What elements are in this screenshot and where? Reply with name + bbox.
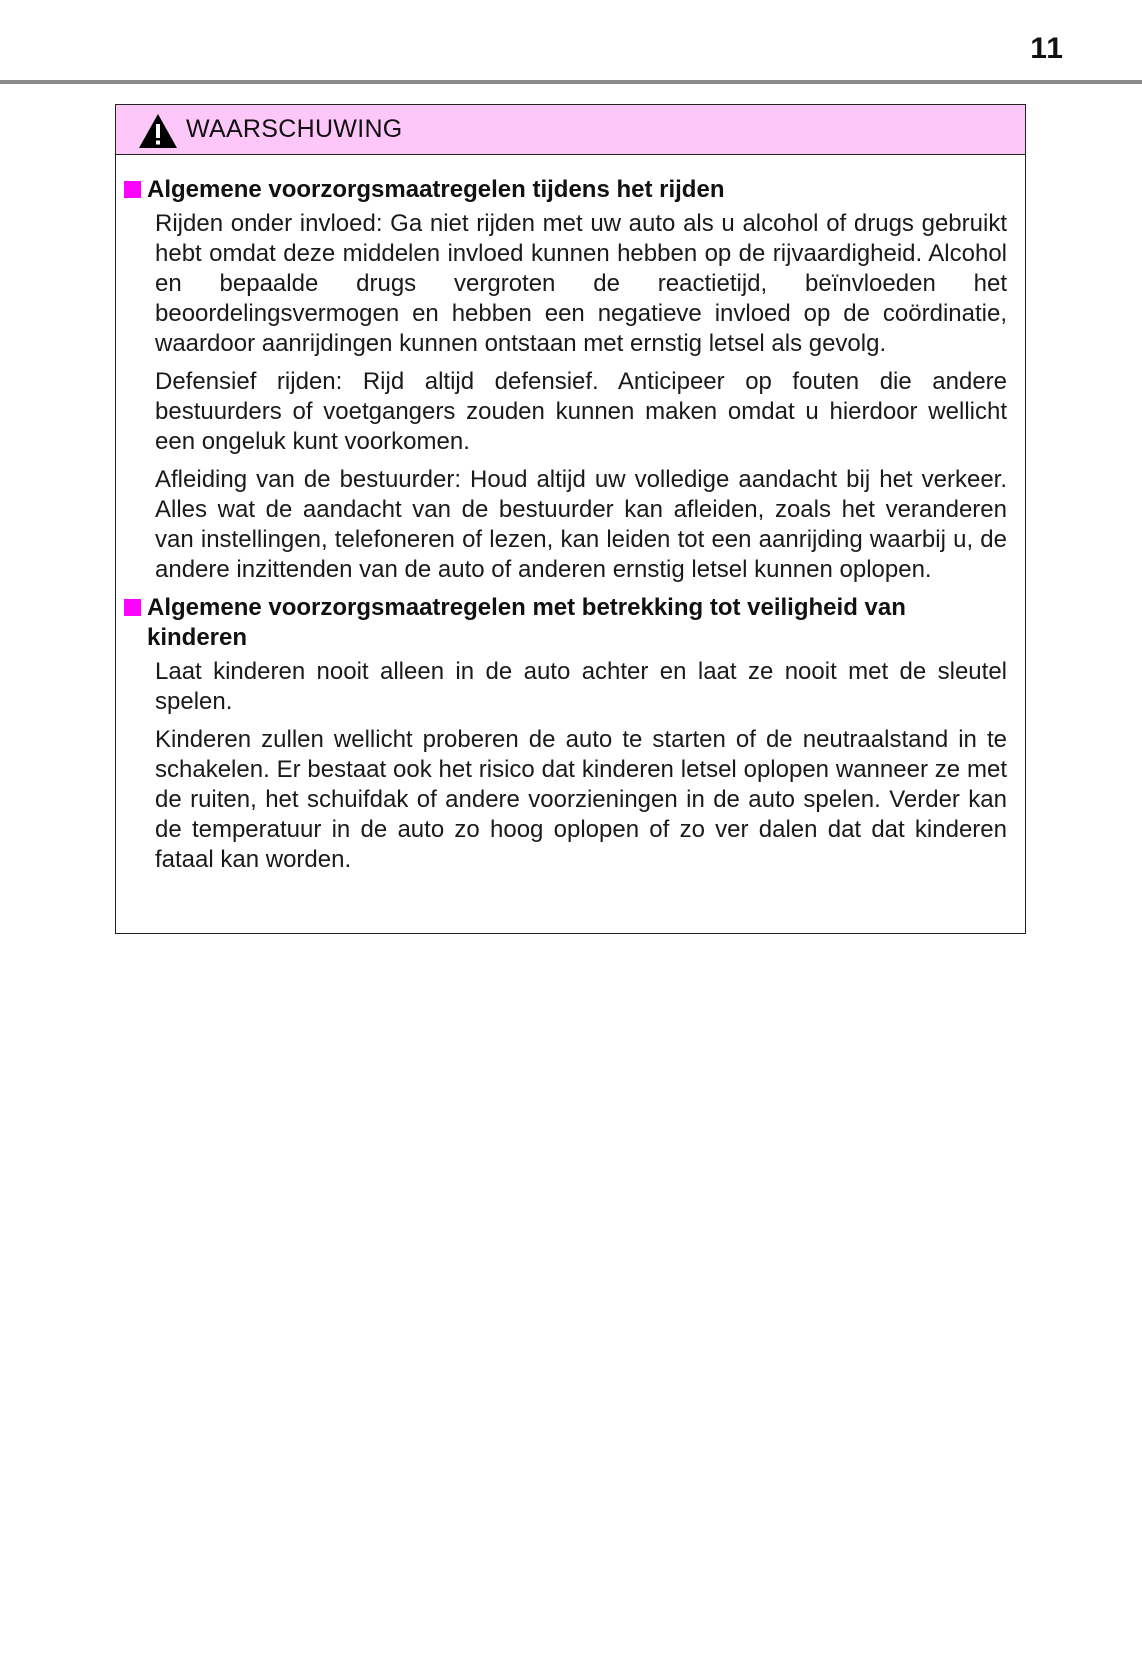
warning-body (116, 155, 1025, 875)
warning-header (116, 105, 1025, 155)
page-number: 11 (1030, 32, 1064, 65)
warning-box (115, 104, 1026, 934)
section-heading-text: Algemene voorzorgsmaatregelen met betrekking tot veiligheid van kinderen (147, 594, 906, 651)
section-heading-text: Algemene voorzorgsmaatregelen tijdens het rijden (147, 176, 725, 203)
section-driving (124, 175, 1007, 585)
paragraph: Laat kinderen nooit alleen in de auto achter en laat ze nooit met de sleutel spelen. (155, 658, 1007, 715)
bullet-square-icon (124, 599, 141, 616)
paragraph: Kinderen zullen wellicht proberen de auto te starten of de neutraalstand in te schakelen. Er bestaat ook het risico dat kinderen letsel oplopen wanneer ze met de ruiten, het schuifdak of andere voorzieningen in de auto spelen. Verder kan de temperatuur in de auto zo hoog oplopen of zo ver dalen dat dat kinderen fataal kan worden. (155, 726, 1007, 873)
bullet-square-icon (124, 181, 141, 198)
warning-triangle-icon (138, 113, 178, 149)
section-children (124, 593, 1007, 875)
paragraph: Afleiding van de bestuurder: Houd altijd uw volledige aandacht bij het verkeer. Alles wat de aandacht van de bestuurder kan afleiden, zoals het veranderen van instellingen, telefoneren of lezen, kan leiden tot een aanrijding waarbij u, de andere inzittenden van de auto of anderen ernstig letsel kunnen oplopen. (155, 466, 1007, 583)
warning-title: WAARSCHUWING (186, 115, 403, 143)
section-heading (124, 593, 1007, 653)
header-rule (0, 80, 1142, 84)
paragraph: Defensief rijden: Rijd altijd defensief. Anticipeer op fouten die andere bestuurders of voetgangers zouden kunnen maken omdat u hierdoor wellicht een ongeluk kunt voorkomen. (155, 368, 1007, 455)
paragraph: Rijden onder invloed: Ga niet rijden met uw auto als u alcohol of drugs gebruikt hebt omdat deze middelen invloed kunnen hebben op de rijvaardigheid. Alcohol en bepaalde drugs vergroten de reactietijd, beïnvloeden het beoordelingsvermogen en hebben een negatieve invloed op de coördinatie, waardoor aanrijdingen kunnen ontstaan met ernstig letsel als gevolg. (155, 210, 1007, 357)
section-heading (124, 175, 1007, 205)
